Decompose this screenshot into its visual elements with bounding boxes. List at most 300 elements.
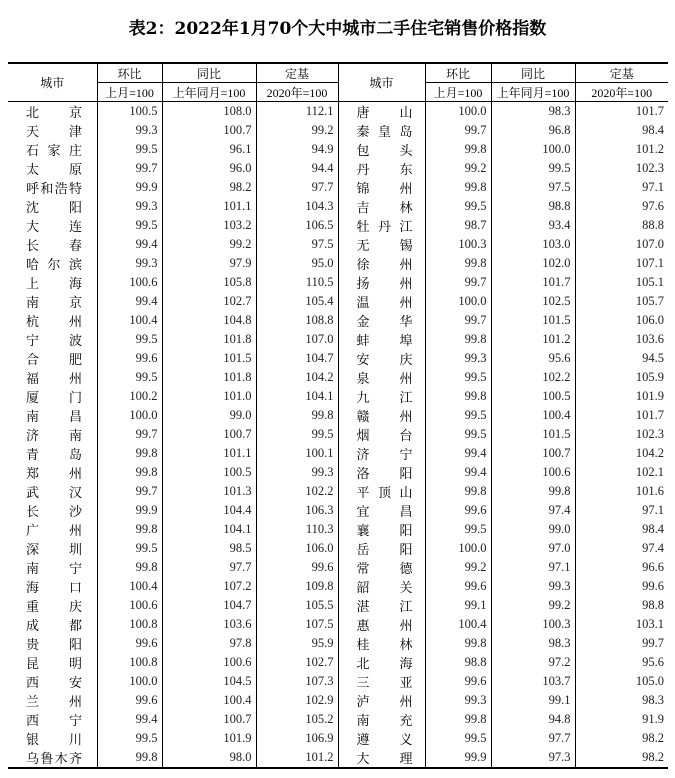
yoy-cell-left: 98.5 <box>162 539 256 558</box>
mom-cell-right: 98.7 <box>425 216 491 235</box>
city-name: 重庆 <box>26 600 82 615</box>
fixed-cell-left: 110.5 <box>256 273 338 292</box>
fixed-cell-right: 106.0 <box>575 311 668 330</box>
city-cell-right <box>338 691 425 710</box>
city-name: 南京 <box>26 296 82 311</box>
city-cell-left <box>8 349 97 368</box>
mom-cell-left: 100.8 <box>97 653 162 672</box>
mom-cell-left: 100.6 <box>97 273 162 292</box>
city-cell-right <box>338 748 425 768</box>
yoy-cell-right: 98.3 <box>491 634 575 653</box>
city-cell-left <box>8 159 97 178</box>
mom-cell-right: 99.2 <box>425 159 491 178</box>
table-row <box>8 159 668 178</box>
city-cell-left <box>8 748 97 768</box>
city-cell-right <box>338 387 425 406</box>
table-row <box>8 197 668 216</box>
city-cell-left <box>8 596 97 615</box>
header-fixed-right: 定基 <box>575 63 668 83</box>
yoy-cell-right: 97.2 <box>491 653 575 672</box>
fixed-cell-left: 102.2 <box>256 482 338 501</box>
table-body <box>8 102 668 769</box>
city-name: 银川 <box>26 733 82 748</box>
yoy-cell-left: 107.2 <box>162 577 256 596</box>
table-row <box>8 292 668 311</box>
mom-cell-right: 98.8 <box>425 653 491 672</box>
city-name: 天津 <box>26 125 82 140</box>
city-cell-left <box>8 292 97 311</box>
yoy-cell-left: 101.9 <box>162 729 256 748</box>
fixed-cell-left: 105.4 <box>256 292 338 311</box>
fixed-cell-right: 91.9 <box>575 710 668 729</box>
table-row <box>8 463 668 482</box>
yoy-cell-left: 104.1 <box>162 520 256 539</box>
table-row <box>8 121 668 140</box>
fixed-cell-left: 107.0 <box>256 330 338 349</box>
mom-cell-left: 99.8 <box>97 463 162 482</box>
table-row <box>8 425 668 444</box>
mom-cell-right: 99.2 <box>425 558 491 577</box>
yoy-cell-right: 99.8 <box>491 482 575 501</box>
table-row <box>8 330 668 349</box>
fixed-cell-left: 104.2 <box>256 368 338 387</box>
city-cell-left <box>8 387 97 406</box>
city-cell-left <box>8 444 97 463</box>
city-cell-left <box>8 501 97 520</box>
city-name: 锦州 <box>356 182 413 197</box>
city-name: 大连 <box>26 220 82 235</box>
yoy-cell-left: 97.7 <box>162 558 256 577</box>
yoy-cell-left: 96.0 <box>162 159 256 178</box>
yoy-cell-left: 98.0 <box>162 748 256 768</box>
city-name: 郑州 <box>26 467 82 482</box>
city-cell-right <box>338 596 425 615</box>
mom-cell-left: 99.5 <box>97 330 162 349</box>
city-name: 南充 <box>356 714 413 729</box>
mom-cell-right: 99.8 <box>425 140 491 159</box>
yoy-cell-left: 100.6 <box>162 653 256 672</box>
city-name: 唐山 <box>356 106 413 121</box>
mom-cell-right: 99.6 <box>425 672 491 691</box>
fixed-cell-right: 105.1 <box>575 273 668 292</box>
city-cell-right <box>338 178 425 197</box>
table-row <box>8 501 668 520</box>
city-name: 三亚 <box>356 676 413 691</box>
city-name: 济宁 <box>356 448 413 463</box>
yoy-cell-right: 94.8 <box>491 710 575 729</box>
yoy-cell-left: 97.9 <box>162 254 256 273</box>
mom-cell-left: 99.5 <box>97 539 162 558</box>
fixed-cell-right: 101.6 <box>575 482 668 501</box>
fixed-cell-right: 97.6 <box>575 197 668 216</box>
fixed-cell-right: 101.7 <box>575 406 668 425</box>
mom-cell-left: 99.8 <box>97 444 162 463</box>
city-name: 贵阳 <box>26 638 82 653</box>
city-name: 秦皇岛 <box>356 125 413 140</box>
mom-cell-left: 100.6 <box>97 596 162 615</box>
fixed-cell-left: 97.5 <box>256 235 338 254</box>
mom-cell-left: 99.5 <box>97 140 162 159</box>
yoy-cell-right: 101.5 <box>491 425 575 444</box>
city-name: 长沙 <box>26 505 82 520</box>
header-yoy-base-right: 上年同月=100 <box>491 83 575 102</box>
city-name: 襄阳 <box>356 524 413 539</box>
fixed-cell-right: 98.8 <box>575 596 668 615</box>
yoy-cell-left: 103.2 <box>162 216 256 235</box>
city-name: 北海 <box>356 657 413 672</box>
city-cell-left <box>8 558 97 577</box>
yoy-cell-right: 93.4 <box>491 216 575 235</box>
city-name: 惠州 <box>356 619 413 634</box>
city-name: 赣州 <box>356 410 413 425</box>
city-cell-right <box>338 368 425 387</box>
mom-cell-left: 100.8 <box>97 615 162 634</box>
table-row <box>8 729 668 748</box>
table-row <box>8 178 668 197</box>
yoy-cell-left: 104.4 <box>162 501 256 520</box>
fixed-cell-right: 102.3 <box>575 425 668 444</box>
fixed-cell-left: 94.4 <box>256 159 338 178</box>
mom-cell-left: 99.6 <box>97 691 162 710</box>
mom-cell-right: 99.8 <box>425 387 491 406</box>
city-name: 平顶山 <box>356 486 413 501</box>
mom-cell-left: 99.3 <box>97 254 162 273</box>
table-title: 表2：2022年1月70个大中城市二手住宅销售价格指数 <box>128 19 547 39</box>
city-cell-left <box>8 482 97 501</box>
yoy-cell-left: 96.1 <box>162 140 256 159</box>
fixed-cell-left: 106.9 <box>256 729 338 748</box>
city-name: 合肥 <box>26 353 82 368</box>
fixed-cell-right: 88.8 <box>575 216 668 235</box>
fixed-cell-right: 97.4 <box>575 539 668 558</box>
city-name: 青岛 <box>26 448 82 463</box>
city-cell-right <box>338 710 425 729</box>
city-name: 杭州 <box>26 315 82 330</box>
table-row <box>8 102 668 122</box>
mom-cell-left: 99.3 <box>97 197 162 216</box>
fixed-cell-left: 99.8 <box>256 406 338 425</box>
mom-cell-right: 99.5 <box>425 406 491 425</box>
header-fixed-base-right: 2020年=100 <box>575 83 668 102</box>
table-row <box>8 311 668 330</box>
yoy-cell-left: 101.5 <box>162 349 256 368</box>
city-cell-left <box>8 729 97 748</box>
city-name: 扬州 <box>356 277 413 292</box>
header-city-right: 城市 <box>338 63 425 102</box>
city-cell-right <box>338 235 425 254</box>
yoy-cell-right: 95.6 <box>491 349 575 368</box>
fixed-cell-left: 102.7 <box>256 653 338 672</box>
city-name: 海口 <box>26 581 82 596</box>
fixed-cell-left: 102.9 <box>256 691 338 710</box>
city-cell-left <box>8 197 97 216</box>
city-name: 西安 <box>26 676 82 691</box>
yoy-cell-right: 97.0 <box>491 539 575 558</box>
yoy-cell-left: 99.0 <box>162 406 256 425</box>
mom-cell-left: 99.9 <box>97 501 162 520</box>
city-name: 上海 <box>26 277 82 292</box>
fixed-cell-left: 105.2 <box>256 710 338 729</box>
yoy-cell-right: 103.0 <box>491 235 575 254</box>
yoy-cell-left: 101.1 <box>162 197 256 216</box>
fixed-cell-right: 99.6 <box>575 577 668 596</box>
city-cell-left <box>8 235 97 254</box>
table-row <box>8 235 668 254</box>
mom-cell-left: 99.5 <box>97 216 162 235</box>
yoy-cell-right: 99.1 <box>491 691 575 710</box>
city-cell-left <box>8 406 97 425</box>
city-cell-right <box>338 425 425 444</box>
mom-cell-left: 100.0 <box>97 406 162 425</box>
fixed-cell-left: 109.8 <box>256 577 338 596</box>
city-cell-right <box>338 349 425 368</box>
header-yoy-base-left: 上年同月=100 <box>162 83 256 102</box>
yoy-cell-right: 99.2 <box>491 596 575 615</box>
header-fixed-left: 定基 <box>256 63 338 83</box>
table-row <box>8 558 668 577</box>
city-cell-left <box>8 216 97 235</box>
fixed-cell-right: 98.4 <box>575 121 668 140</box>
mom-cell-right: 99.5 <box>425 425 491 444</box>
city-name: 广州 <box>26 524 82 539</box>
city-cell-right <box>338 482 425 501</box>
city-cell-left <box>8 330 97 349</box>
city-cell-left <box>8 577 97 596</box>
city-name: 大理 <box>356 752 413 767</box>
price-index-table <box>8 62 668 769</box>
fixed-cell-left: 95.0 <box>256 254 338 273</box>
city-name: 丹东 <box>356 163 413 178</box>
yoy-cell-right: 97.4 <box>491 501 575 520</box>
city-cell-left <box>8 368 97 387</box>
city-name: 深圳 <box>26 543 82 558</box>
city-name: 蚌埠 <box>356 334 413 349</box>
city-cell-left <box>8 672 97 691</box>
mom-cell-left: 99.8 <box>97 558 162 577</box>
fixed-cell-right: 101.9 <box>575 387 668 406</box>
yoy-cell-left: 105.8 <box>162 273 256 292</box>
fixed-cell-left: 104.7 <box>256 349 338 368</box>
city-cell-right <box>338 273 425 292</box>
fixed-cell-left: 105.5 <box>256 596 338 615</box>
mom-cell-left: 99.4 <box>97 292 162 311</box>
fixed-cell-right: 103.1 <box>575 615 668 634</box>
table-row <box>8 387 668 406</box>
header-mom-left: 环比 <box>97 63 162 83</box>
table-row <box>8 140 668 159</box>
fixed-cell-right: 107.0 <box>575 235 668 254</box>
yoy-cell-right: 96.8 <box>491 121 575 140</box>
fixed-cell-left: 106.3 <box>256 501 338 520</box>
city-cell-right <box>338 577 425 596</box>
mom-cell-left: 99.5 <box>97 729 162 748</box>
city-cell-right <box>338 634 425 653</box>
fixed-cell-right: 107.1 <box>575 254 668 273</box>
yoy-cell-right: 97.3 <box>491 748 575 768</box>
yoy-cell-right: 97.1 <box>491 558 575 577</box>
mom-cell-right: 99.4 <box>425 444 491 463</box>
city-name: 包头 <box>356 144 413 159</box>
city-name: 常德 <box>356 562 413 577</box>
table-row <box>8 615 668 634</box>
mom-cell-right: 99.9 <box>425 748 491 768</box>
mom-cell-left: 100.4 <box>97 311 162 330</box>
fixed-cell-left: 101.2 <box>256 748 338 768</box>
fixed-cell-right: 98.2 <box>575 748 668 768</box>
mom-cell-right: 99.6 <box>425 501 491 520</box>
yoy-cell-left: 101.0 <box>162 387 256 406</box>
yoy-cell-left: 100.7 <box>162 121 256 140</box>
mom-cell-right: 99.1 <box>425 596 491 615</box>
mom-cell-right: 100.0 <box>425 102 491 122</box>
city-cell-right <box>338 330 425 349</box>
city-name: 洛阳 <box>356 467 413 482</box>
yoy-cell-left: 100.7 <box>162 425 256 444</box>
yoy-cell-left: 104.8 <box>162 311 256 330</box>
city-name: 石家庄 <box>26 144 82 159</box>
mom-cell-left: 99.8 <box>97 520 162 539</box>
city-cell-right <box>338 159 425 178</box>
city-name: 呼和浩特 <box>26 182 82 197</box>
fixed-cell-right: 98.4 <box>575 520 668 539</box>
table-row <box>8 444 668 463</box>
mom-cell-left: 99.8 <box>97 748 162 768</box>
yoy-cell-left: 99.2 <box>162 235 256 254</box>
mom-cell-right: 100.0 <box>425 292 491 311</box>
city-name: 安庆 <box>356 353 413 368</box>
yoy-cell-right: 100.3 <box>491 615 575 634</box>
yoy-cell-left: 103.6 <box>162 615 256 634</box>
fixed-cell-left: 107.3 <box>256 672 338 691</box>
table-row <box>8 349 668 368</box>
fixed-cell-left: 104.3 <box>256 197 338 216</box>
city-name: 南宁 <box>26 562 82 577</box>
fixed-cell-left: 95.9 <box>256 634 338 653</box>
mom-cell-right: 99.7 <box>425 311 491 330</box>
city-name: 济南 <box>26 429 82 444</box>
city-cell-right <box>338 729 425 748</box>
fixed-cell-right: 98.3 <box>575 691 668 710</box>
fixed-cell-right: 103.6 <box>575 330 668 349</box>
city-name: 吉林 <box>356 201 413 216</box>
city-cell-left <box>8 634 97 653</box>
fixed-cell-left: 110.3 <box>256 520 338 539</box>
mom-cell-left: 99.9 <box>97 178 162 197</box>
city-name: 湛江 <box>356 600 413 615</box>
mom-cell-right: 99.5 <box>425 368 491 387</box>
city-cell-right <box>338 216 425 235</box>
city-name: 宁波 <box>26 334 82 349</box>
table-row <box>8 254 668 273</box>
city-name: 九江 <box>356 391 413 406</box>
yoy-cell-right: 98.8 <box>491 197 575 216</box>
header-yoy-left: 同比 <box>162 63 256 83</box>
mom-cell-right: 99.8 <box>425 330 491 349</box>
city-name: 太原 <box>26 163 82 178</box>
yoy-cell-right: 100.0 <box>491 140 575 159</box>
mom-cell-right: 99.8 <box>425 254 491 273</box>
city-cell-right <box>338 444 425 463</box>
city-name: 桂林 <box>356 638 413 653</box>
yoy-cell-left: 104.7 <box>162 596 256 615</box>
yoy-cell-right: 99.3 <box>491 577 575 596</box>
table-row <box>8 539 668 558</box>
fixed-cell-right: 105.9 <box>575 368 668 387</box>
city-cell-right <box>338 539 425 558</box>
city-name: 烟台 <box>356 429 413 444</box>
city-name: 长春 <box>26 239 82 254</box>
yoy-cell-left: 104.5 <box>162 672 256 691</box>
yoy-cell-right: 98.3 <box>491 102 575 122</box>
mom-cell-right: 99.7 <box>425 273 491 292</box>
city-name: 徐州 <box>356 258 413 273</box>
yoy-cell-right: 101.2 <box>491 330 575 349</box>
city-name: 牡丹江 <box>356 220 413 235</box>
city-name: 西宁 <box>26 714 82 729</box>
city-cell-left <box>8 273 97 292</box>
header-city-left: 城市 <box>8 63 97 102</box>
city-name: 武汉 <box>26 486 82 501</box>
city-cell-left <box>8 691 97 710</box>
yoy-cell-left: 101.8 <box>162 330 256 349</box>
fixed-cell-right: 102.3 <box>575 159 668 178</box>
city-cell-left <box>8 425 97 444</box>
fixed-cell-left: 104.1 <box>256 387 338 406</box>
mom-cell-right: 100.0 <box>425 539 491 558</box>
fixed-cell-left: 99.2 <box>256 121 338 140</box>
city-cell-left <box>8 463 97 482</box>
header-mom-base-right: 上月=100 <box>425 83 491 102</box>
yoy-cell-right: 100.6 <box>491 463 575 482</box>
mom-cell-left: 100.4 <box>97 577 162 596</box>
city-name: 泉州 <box>356 372 413 387</box>
city-name: 韶关 <box>356 581 413 596</box>
city-cell-left <box>8 254 97 273</box>
mom-cell-right: 99.3 <box>425 691 491 710</box>
yoy-cell-left: 100.4 <box>162 691 256 710</box>
fixed-cell-right: 104.2 <box>575 444 668 463</box>
mom-cell-right: 99.6 <box>425 577 491 596</box>
table-row <box>8 216 668 235</box>
mom-cell-left: 99.4 <box>97 710 162 729</box>
yoy-cell-left: 108.0 <box>162 102 256 122</box>
city-name: 南昌 <box>26 410 82 425</box>
yoy-cell-left: 97.8 <box>162 634 256 653</box>
table-row <box>8 520 668 539</box>
yoy-cell-right: 99.0 <box>491 520 575 539</box>
city-cell-left <box>8 615 97 634</box>
table-row <box>8 710 668 729</box>
city-cell-right <box>338 121 425 140</box>
fixed-cell-left: 107.5 <box>256 615 338 634</box>
city-cell-right <box>338 501 425 520</box>
header-mom-right: 环比 <box>425 63 491 83</box>
mom-cell-left: 100.5 <box>97 102 162 122</box>
mom-cell-right: 99.8 <box>425 482 491 501</box>
fixed-cell-left: 100.1 <box>256 444 338 463</box>
city-cell-left <box>8 178 97 197</box>
fixed-cell-right: 98.2 <box>575 729 668 748</box>
table-row <box>8 672 668 691</box>
fixed-cell-right: 105.0 <box>575 672 668 691</box>
mom-cell-left: 99.7 <box>97 482 162 501</box>
city-name: 哈尔滨 <box>26 258 82 273</box>
city-name: 沈阳 <box>26 201 82 216</box>
city-name: 温州 <box>356 296 413 311</box>
fixed-cell-right: 99.7 <box>575 634 668 653</box>
city-cell-right <box>338 615 425 634</box>
city-cell-right <box>338 311 425 330</box>
